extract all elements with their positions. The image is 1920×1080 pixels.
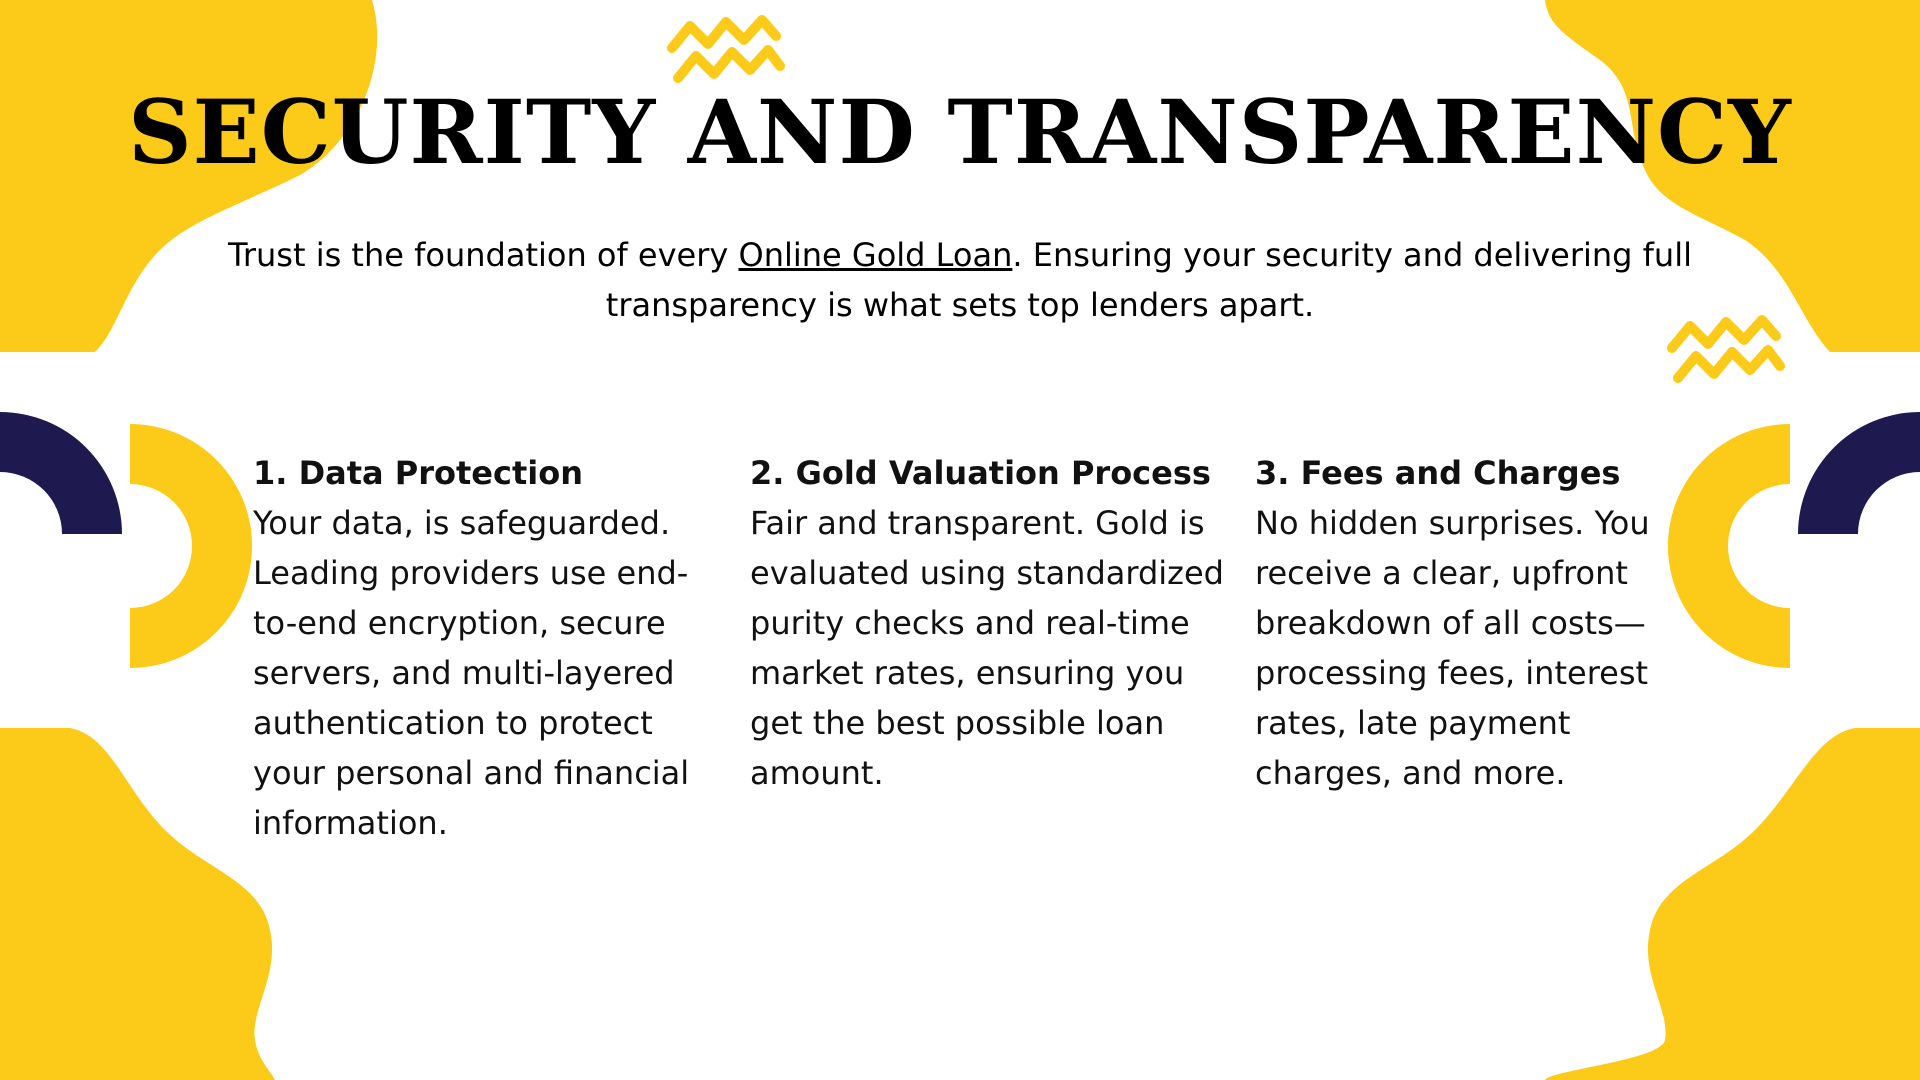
half-ring-left-yellow [130,424,252,668]
column-gold-valuation [750,448,1230,798]
quarter-ring-left-navy [0,412,122,534]
column-heading: 2. Gold Valuation Process [750,454,1211,492]
column-heading: 3. Fees and Charges [1255,454,1621,492]
column-body: No hidden surprises. You receive a clear, upfront breakdown of all costs—processing fees, interest rates, late payment charges, and more. [1255,504,1650,792]
online-gold-loan-link[interactable]: Online Gold Loan [738,236,1013,274]
column-fees-charges [1255,448,1685,798]
column-body: Your data, is safeguarded. Leading providers use end-to-end encryption, secure servers, and multi-layered authentication to protect your personal and financial information. [253,504,690,842]
column-data-protection [253,448,723,848]
intro-text-end: . Ensuring your security and delivering full transparency is what sets top lenders apart. [605,236,1692,324]
intro-text [220,230,1700,330]
zigzag-wave-icon-top [672,20,780,78]
page-title: SECURITY AND TRANSPARENCY [128,80,1792,184]
quarter-ring-right-navy [1798,412,1920,534]
intro-text-start: Trust is the foundation of every [228,236,739,274]
column-body: Fair and transparent. Gold is evaluated using standardized purity checks and real-time market rates, ensuring you get the best possible loan amount. [750,504,1224,792]
half-ring-right-yellow [1668,424,1790,668]
blob-bottom-left [0,728,275,1080]
column-heading: 1. Data Protection [253,454,583,492]
